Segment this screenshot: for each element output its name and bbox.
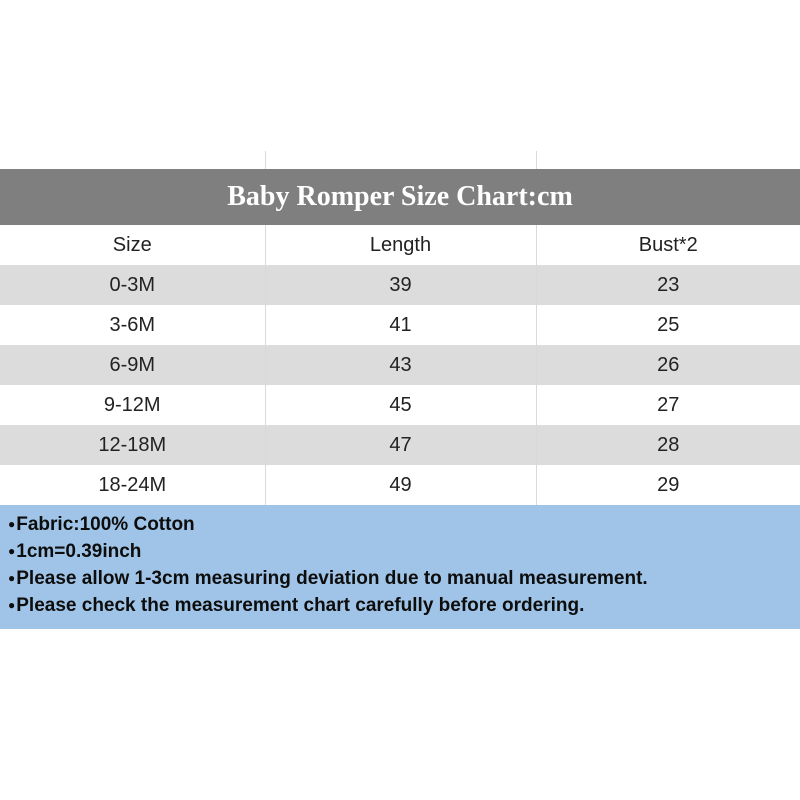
notes-panel [0,505,800,629]
table-cell: 18-24M [0,465,265,505]
table-cell: 23 [536,265,800,305]
spacer-cell [0,151,265,169]
note-item [8,512,792,539]
table-cell: 49 [265,465,536,505]
note-text: 1cm=0.39inch [16,541,142,562]
note-item [8,566,792,593]
table-row [0,465,800,505]
spacer-cell [536,151,800,169]
table-cell: 43 [265,345,536,385]
table-row [0,385,800,425]
table-cell: 26 [536,345,800,385]
table-cell: 27 [536,385,800,425]
note-text: Please allow 1-3cm measuring deviation due to manual measurement. [16,568,648,589]
table-row [0,265,800,305]
table-row [0,305,800,345]
table-row [0,425,800,465]
bullet-icon: ● [8,517,16,531]
table-cell: 0-3M [0,265,265,305]
table-cell: 6-9M [0,345,265,385]
column-header-bust: Bust*2 [536,225,800,265]
note-text: Please check the measurement chart carefully before ordering. [16,595,585,616]
table-row [0,345,800,385]
table-cell: 39 [265,265,536,305]
bullet-icon: ● [8,571,16,585]
table-cell: 29 [536,465,800,505]
table-cell: 41 [265,305,536,345]
table-cell: 47 [265,425,536,465]
spacer-cell [265,151,536,169]
column-header-size: Size [0,225,265,265]
title-banner [0,169,800,225]
note-item [8,593,792,620]
table-cell: 25 [536,305,800,345]
table-cell: 28 [536,425,800,465]
table-cell: 9-12M [0,385,265,425]
table-cell: 12-18M [0,425,265,465]
size-chart-table [0,151,800,505]
page-title: Baby Romper Size Chart:cm [227,181,573,212]
note-text: Fabric:100% Cotton [16,514,195,535]
table-header-row [0,225,800,265]
table-cell: 45 [265,385,536,425]
spacer-row [0,151,800,169]
title-banner-cell [0,169,800,225]
table-cell: 3-6M [0,305,265,345]
bullet-icon: ● [8,598,16,612]
note-item [8,539,792,566]
size-table-body [0,151,800,505]
column-header-length: Length [265,225,536,265]
bullet-icon: ● [8,544,16,558]
